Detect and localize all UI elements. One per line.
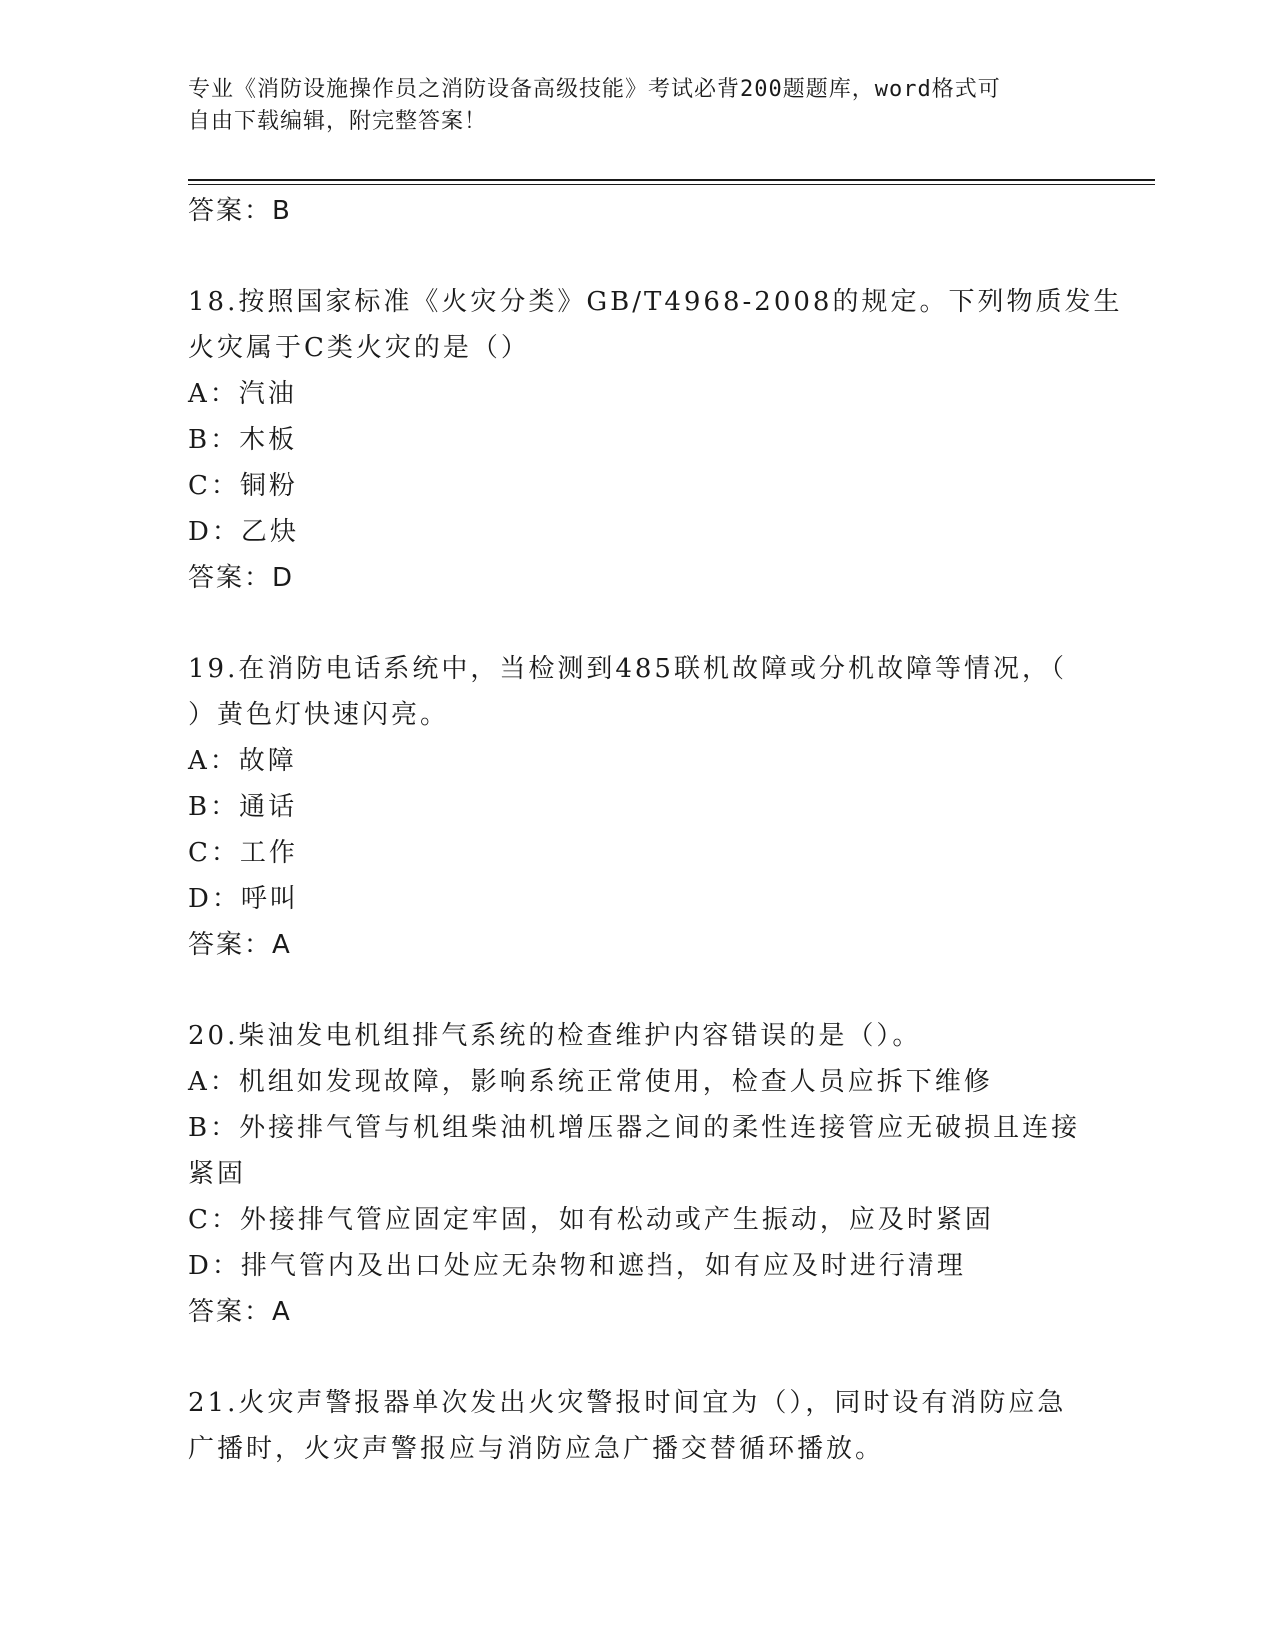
answer-line: 答案：A [188,930,292,960]
answer-line: 答案：D [188,563,295,593]
question-stem: 广播时，火灾声警报应与消防应急广播交替循环播放。 [188,1434,885,1464]
question-list [188,188,1123,1472]
answer-line: 答案：A [188,1297,292,1327]
option-a: A：汽油 [188,379,297,409]
header-line-2: 自由下载编辑，附完整答案！ [188,109,488,134]
option-b: B：木板 [188,425,298,455]
header-divider-thick [188,179,1155,181]
option-b-continued: 紧固 [188,1159,247,1189]
option-d: D：乙炔 [188,517,299,547]
option-b: B：通话 [188,792,298,822]
option-d: D：排气管内及出口处应无杂物和遮挡，如有应及时进行清理 [188,1251,966,1281]
question-stem: 21.火灾声警报器单次发出火灾警报时间宜为（），同时设有消防应急 [188,1388,1067,1418]
header-divider-thin [188,184,1155,185]
option-c: C：工作 [188,838,298,868]
question-stem: ）黄色灯快速闪亮。 [188,700,450,730]
document-header [188,74,1078,138]
question-stem: 20.柴油发电机组排气系统的检查维护内容错误的是（）。 [188,1021,922,1051]
header-line-1: 专业《消防设施操作员之消防设备高级技能》考试必背200题题库，word格式可 [188,77,1001,102]
question-stem: 火灾属于C类火灾的是（） [188,333,530,363]
answer-line: 答案：B [188,196,292,226]
question-20 [188,1013,1088,1335]
option-c: C：外接排气管应固定牢固，如有松动或产生振动，应及时紧固 [188,1205,994,1235]
question-stem: 19.在消防电话系统中，当检测到485联机故障或分机故障等情况，（ [188,654,1067,684]
option-a: A：故障 [188,746,297,776]
question-stem: 18.按照国家标准《火灾分类》GB/T4968-2008的规定。下列物质发生 [188,287,1123,317]
option-c: C：铜粉 [188,471,298,501]
option-b: B：外接排气管与机组柴油机增压器之间的柔性连接管应无破损且连接 [188,1113,1081,1143]
question-18 [188,279,1123,601]
question-19 [188,646,1088,968]
option-a: A：机组如发现故障，影响系统正常使用，检查人员应拆下维修 [188,1067,993,1097]
question-21 [188,1380,1088,1472]
option-d: D：呼叫 [188,884,299,914]
